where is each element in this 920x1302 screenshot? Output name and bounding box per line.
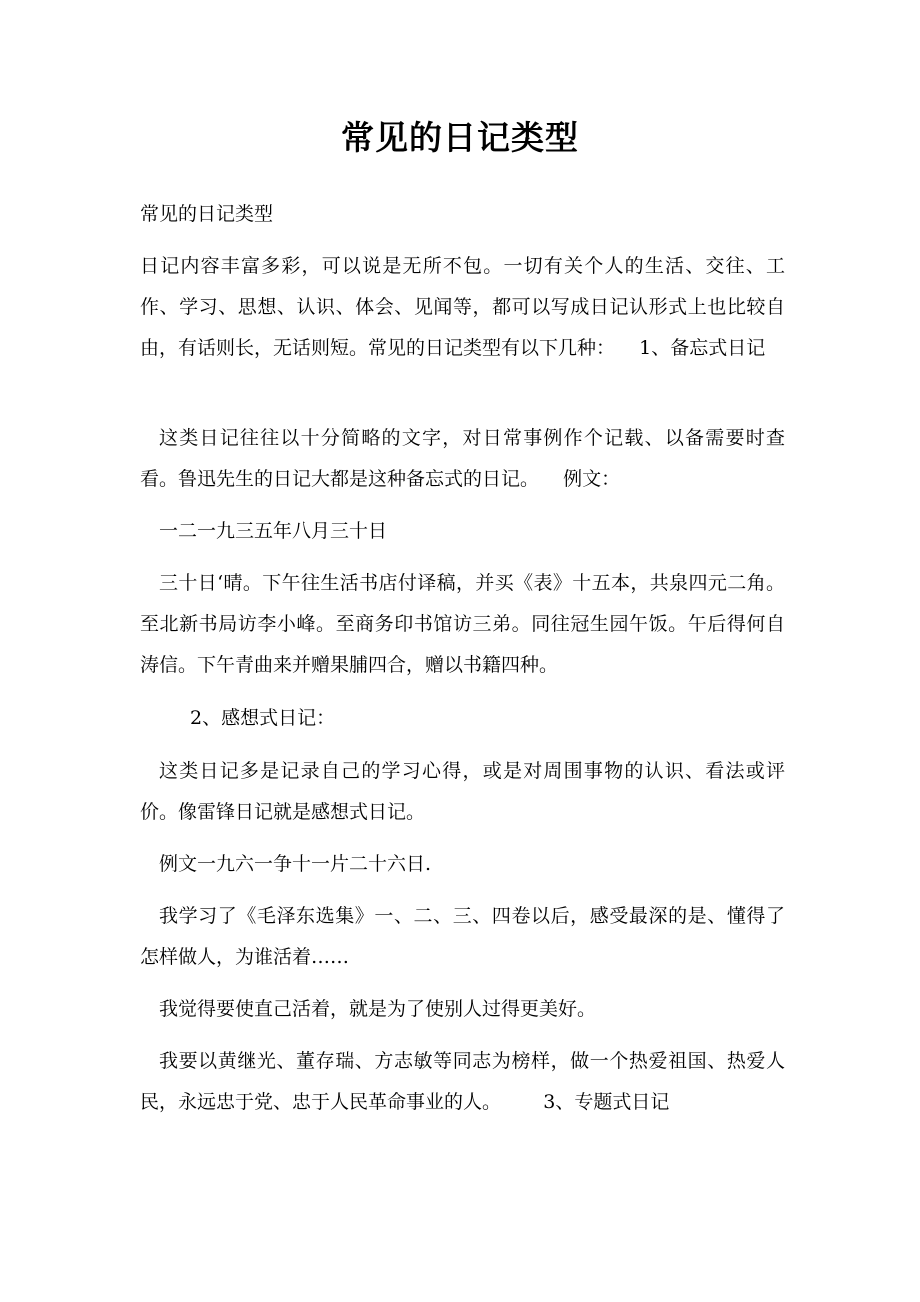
intro-paragraph: 日记内容丰富多彩，可以说是无所不包。一切有关个人的生活、交往、工作、学习、思想、认识、体会、见闻等，都可以写成日记认形式上也比较自由，有话则长，无话则短。常见的日记类型有以下几种： 1、备忘式日记 (140, 255, 785, 359)
subtitle-paragraph: 常见的日记类型 (140, 203, 274, 225)
section-heading-reflective: 2、感想式日记： (190, 707, 336, 729)
reflective-example-paragraph-3: 我要以黄继光、董存瑞、方志敏等同志为榜样，做一个热爱祖国、热爱人民，永远忠于党、忠于人民革命事业的人。 3、专题式日记 (140, 1050, 785, 1113)
reflective-example-paragraph-1: 我学习了《毛泽东选集》一、二、三、四卷以后，感受最深的是、懂得了怎样做人，为谁活着…… (140, 905, 785, 968)
example-entry-paragraph: 三十日‘晴。下午往生活书店付译稿，并买《表》十五本，共泉四元二角。至北新书局访李小峰。至商务印书馆访三弟。同往冠生园午饭。午后得何自涛信。下午青曲来并赠果脯四合，赠以书籍四种。 (140, 572, 785, 676)
memo-description-paragraph: 这类日记往往以十分简略的文字，对日常事例作个记载、以备需要时查看。鲁迅先生的日记大都是这种备忘式的日记。 例文： (140, 427, 785, 490)
document-title: 常见的日记类型 (341, 118, 579, 157)
reflective-example-date-paragraph: 例文一九六一争十一片二十六日. (159, 853, 432, 875)
example-date-paragraph: 一二一九三五年八月三十日 (159, 520, 388, 542)
reflective-example-paragraph-2: 我觉得要使直己活着，就是为了使别人过得更美好。 (159, 998, 597, 1020)
reflective-description-paragraph: 这类日记多是记录自己的学习心得，或是对周围事物的认识、看法或评价。像雷锋日记就是感想式日记。 (140, 760, 785, 823)
